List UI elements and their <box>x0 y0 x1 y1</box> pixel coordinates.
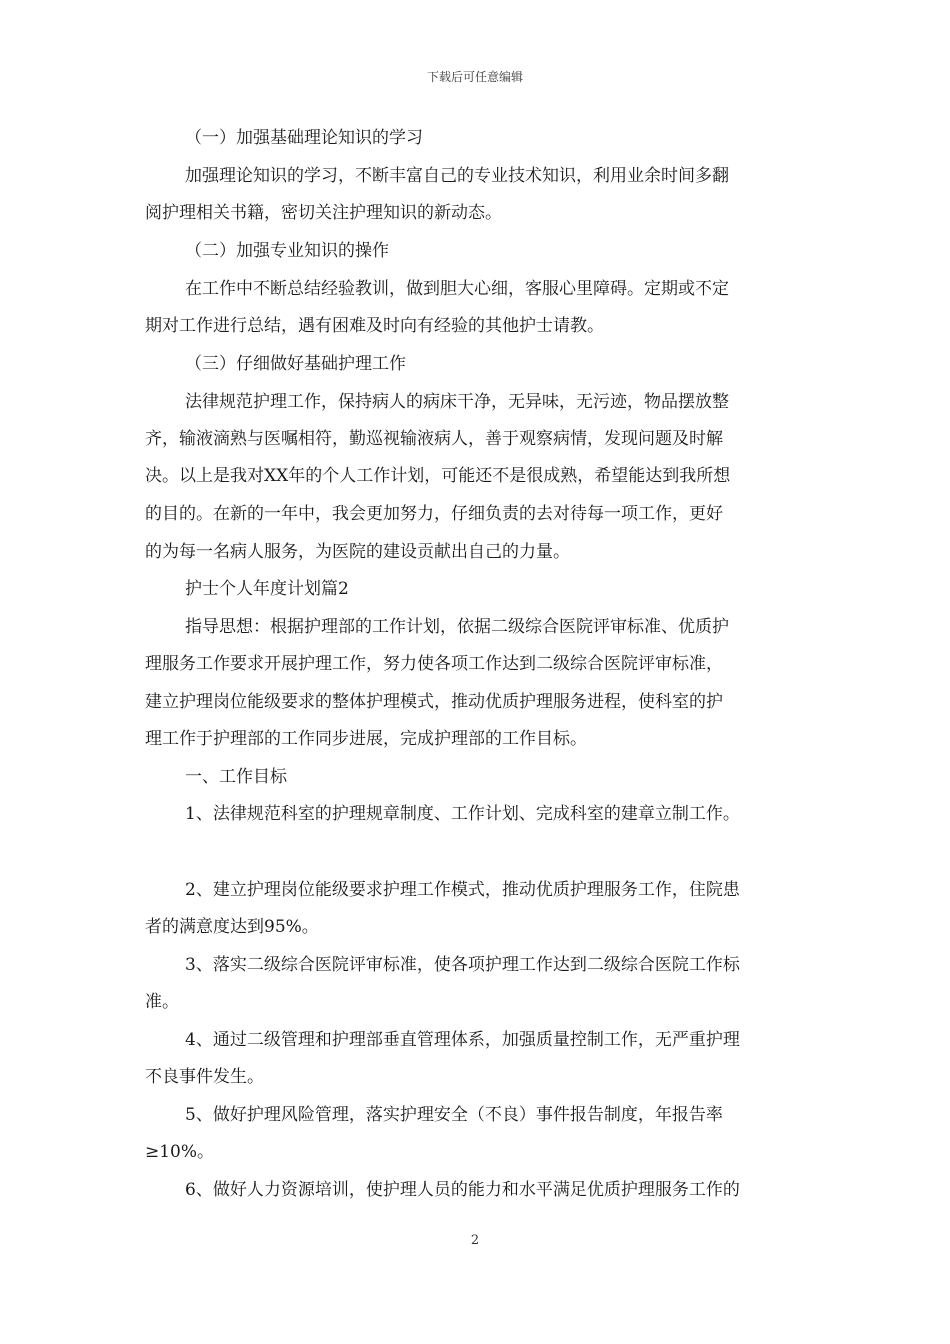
paragraph-line: 指导思想：根据护理部的工作计划，依据二级综合医院评审标准、优质护 <box>185 617 729 637</box>
list-item-6: 6、做好人力资源培训，使护理人员的能力和水平满足优质护理服务工作的 <box>185 1180 740 1200</box>
paragraph-line: 在工作中不断总结经验教训，做到胆大心细，客服心里障碍。定期或不定 <box>185 279 729 299</box>
section-heading-3: （三）仔细做好基础护理工作 <box>185 354 406 374</box>
section-heading-2: （二）加强专业知识的操作 <box>185 241 389 261</box>
list-item-4-cont: 不良事件发生。 <box>145 1067 264 1087</box>
section-heading-1: （一）加强基础理论知识的学习 <box>185 128 423 148</box>
paragraph-line: 决。以上是我对XX年的个人工作计划，可能还不是很成熟，希望能达到我所想 <box>145 466 731 486</box>
list-item-2-cont: 者的满意度达到95%。 <box>145 917 319 937</box>
paragraph-line: 的目的。在新的一年中，我会更加努力，仔细负责的去对待每一项工作，更好 <box>145 504 723 524</box>
paragraph-line: 法律规范护理工作，保持病人的病床干净，无异味，无污迹，物品摆放整 <box>185 392 729 412</box>
list-item-2: 2、建立护理岗位能级要求护理工作模式，推动优质护理服务工作，住院患 <box>185 880 740 900</box>
list-item-4: 4、通过二级管理和护理部垂直管理体系，加强质量控制工作，无严重护理 <box>185 1030 740 1050</box>
page-header: 下载后可任意编辑 <box>426 70 523 84</box>
paragraph-line: 期对工作进行总结，遇有困难及时向有经验的其他护士请教。 <box>145 316 604 336</box>
paragraph-line: 阅护理相关书籍，密切关注护理知识的新动态。 <box>145 203 502 223</box>
list-item-5: 5、做好护理风险管理，落实护理安全（不良）事件报告制度，年报告率 <box>185 1105 723 1125</box>
paragraph-line: 齐，输液滴熟与医嘱相符，勤巡视输液病人，善于观察病情，发现问题及时解 <box>145 429 723 449</box>
paragraph-line: 建立护理岗位能级要求的整体护理模式，推动优质护理服务进程，使科室的护 <box>145 692 723 712</box>
paragraph-line: 理服务工作要求开展护理工作，努力使各项工作达到二级综合医院评审标准， <box>145 654 723 674</box>
page-number: 2 <box>470 1233 480 1248</box>
paragraph-line: 理工作于护理部的工作同步进展，完成护理部的工作目标。 <box>145 729 587 749</box>
article-title: 护士个人年度计划篇2 <box>185 579 349 599</box>
section-heading-goals: 一、工作目标 <box>185 767 287 787</box>
list-item-3: 3、落实二级综合医院评审标准，使各项护理工作达到二级综合医院工作标 <box>185 955 740 975</box>
paragraph-line: 加强理论知识的学习，不断丰富自己的专业技术知识，利用业余时间多翻 <box>185 166 729 186</box>
list-item-1: 1、法律规范科室的护理规章制度、工作计划、完成科室的建章立制工作。 <box>185 804 740 824</box>
list-item-5-cont: ≥10%。 <box>145 1142 215 1162</box>
list-item-3-cont: 准。 <box>145 992 179 1012</box>
paragraph-line: 的为每一名病人服务，为医院的建设贡献出自己的力量。 <box>145 542 570 562</box>
